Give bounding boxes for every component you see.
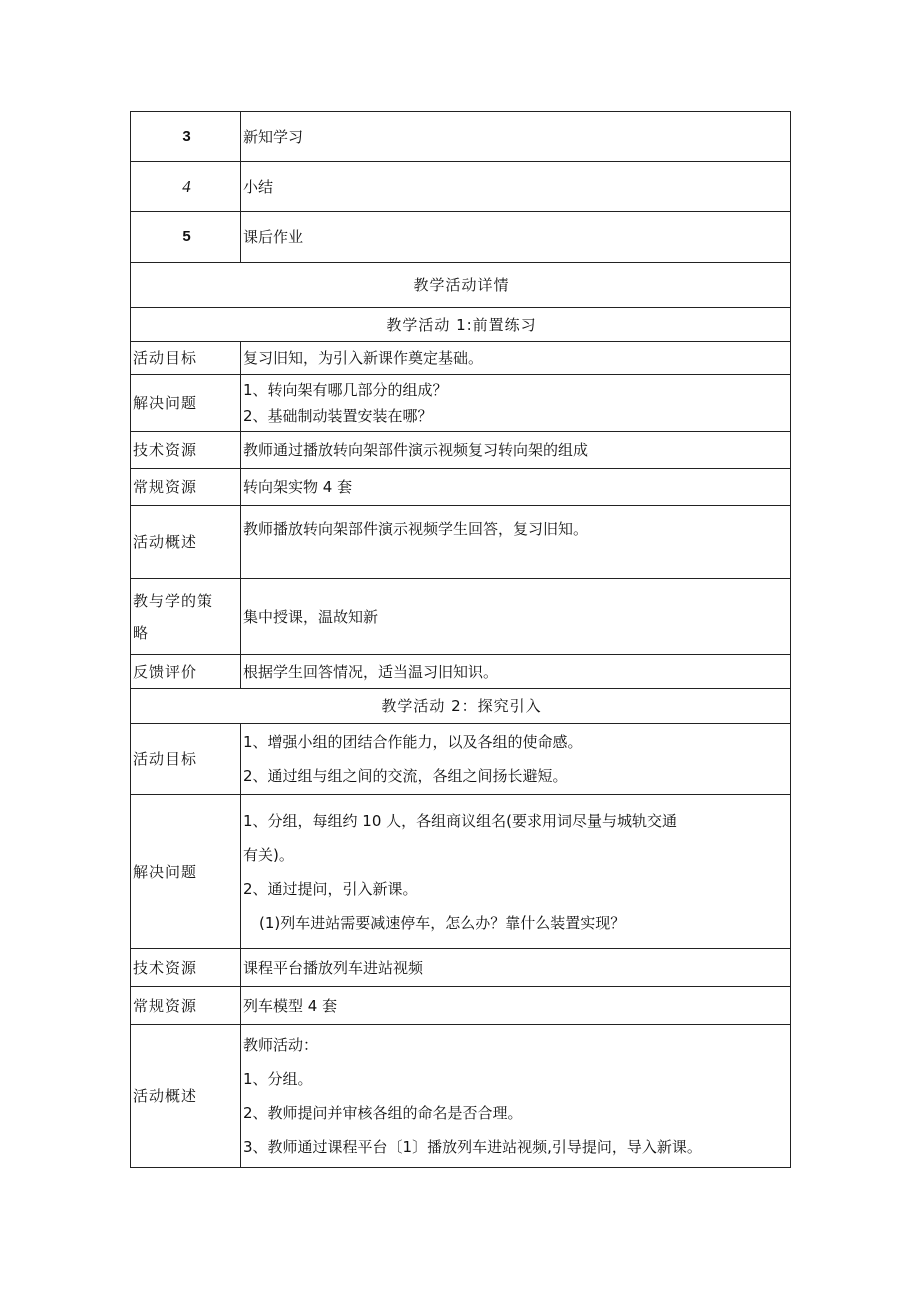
activity2-title-row: [131, 689, 791, 724]
step-content: 小结: [241, 162, 791, 212]
lesson-plan-table: [130, 111, 791, 1168]
activity1-strategy-row: [131, 579, 791, 655]
goal-item: 1、增强小组的团结合作能力，以及各组的使命感。: [243, 733, 583, 751]
regular-label: 常规资源: [131, 469, 241, 506]
activity2-regular-row: [131, 987, 791, 1025]
problem-item: 2、通过提问，引入新课。: [243, 879, 418, 898]
activity2-title: 教学活动 2：探究引入: [131, 689, 791, 724]
goal-item: 2、通过组与组之间的交流，各组之间扬长避短。: [243, 767, 568, 785]
problem-item: 有关)。: [243, 845, 294, 864]
activity1-overview-row: [131, 506, 791, 579]
strategy-label-line: 教与学的策: [133, 591, 214, 610]
step-content: 课后作业: [241, 212, 791, 263]
problem-item: (1)列车进站需要减速停车，怎么办？靠什么装置实现？: [259, 913, 626, 932]
activity1-problem-row: [131, 375, 791, 432]
overview-text: 教师播放转向架部件演示视频学生回答，复习旧知。: [241, 506, 791, 579]
activity2-tech-row: [131, 949, 791, 987]
step-number: 5: [131, 212, 241, 263]
tech-label: 技术资源: [131, 432, 241, 469]
overview-text: [241, 1025, 791, 1168]
activity2-goal-row: [131, 724, 791, 795]
activity1-title-row: [131, 308, 791, 342]
goal-text: 复习旧知，为引入新课作奠定基础。: [241, 342, 791, 375]
goal-label: 活动目标: [131, 724, 241, 795]
goal-label: 活动目标: [131, 342, 241, 375]
step-content: 新知学习: [241, 112, 791, 162]
activity1-tech-row: [131, 432, 791, 469]
activity1-feedback-row: [131, 655, 791, 689]
step-number: 3: [131, 112, 241, 162]
overview-item: 2、教师提问并审核各组的命名是否合理。: [243, 1104, 523, 1122]
schedule-row-3: [131, 112, 791, 162]
problem-item: 1、分组，每组约 10 人，各组商议组名(要求用词尽量与城轨交通: [243, 811, 678, 830]
tech-text: 课程平台播放列车进站视频: [241, 949, 791, 987]
problem-label: 解决问题: [131, 795, 241, 949]
regular-label: 常规资源: [131, 987, 241, 1025]
activity2-overview-row: [131, 1025, 791, 1168]
strategy-label: [131, 579, 241, 655]
tech-text: 教师通过播放转向架部件演示视频复习转向架的组成: [241, 432, 791, 469]
overview-label: 活动概述: [131, 506, 241, 579]
schedule-row-5: [131, 212, 791, 263]
regular-text: 转向架实物 4 套: [241, 469, 791, 506]
activity2-problem-row: [131, 795, 791, 949]
regular-text: 列车模型 4 套: [241, 987, 791, 1025]
details-title-row: [131, 263, 791, 308]
feedback-text: 根据学生回答情况，适当温习旧知识。: [241, 655, 791, 689]
strategy-text: 集中授课，温故知新: [241, 579, 791, 655]
problem-text: [241, 375, 791, 432]
goal-text: [241, 724, 791, 795]
details-title: 教学活动详情: [131, 263, 791, 308]
activity1-regular-row: [131, 469, 791, 506]
problem-item: 1、转向架有哪几部分的组成？: [243, 381, 448, 399]
activity1-goal-row: [131, 342, 791, 375]
problem-text: [241, 795, 791, 949]
overview-item: 1、分组。: [243, 1070, 313, 1088]
activity1-title: 教学活动 1:前置练习: [131, 308, 791, 342]
overview-label: 活动概述: [131, 1025, 241, 1168]
tech-label: 技术资源: [131, 949, 241, 987]
feedback-label: 反馈评价: [131, 655, 241, 689]
schedule-row-4: [131, 162, 791, 212]
strategy-label-line: 略: [133, 623, 150, 642]
step-number: 4: [131, 162, 241, 212]
overview-item: 教师活动：: [243, 1036, 319, 1054]
problem-item: 2、基础制动装置安装在哪？: [243, 407, 433, 425]
problem-label: 解决问题: [131, 375, 241, 432]
overview-item: 3、教师通过课程平台〔1〕播放列车进站视频,引导提问，导入新课。: [243, 1138, 702, 1156]
